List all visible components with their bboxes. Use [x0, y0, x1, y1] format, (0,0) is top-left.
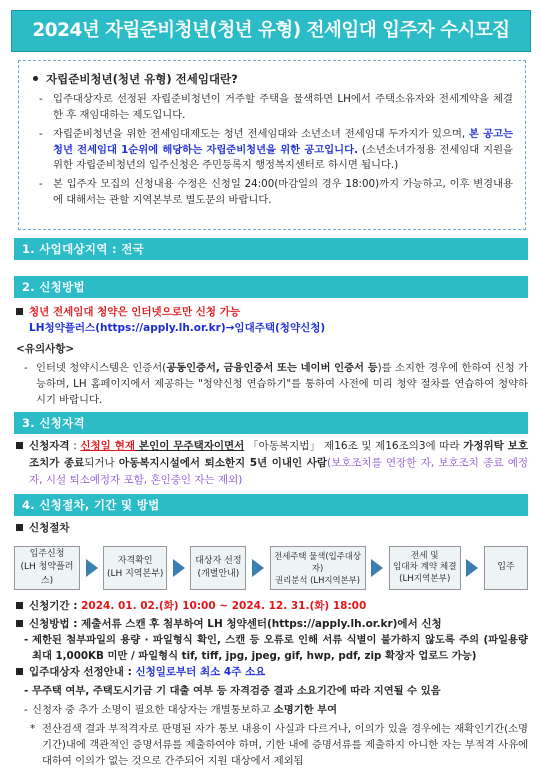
step-contract: 전세 및 임대차 계약 체결 (LH지역본부)	[389, 546, 461, 590]
square-bullet-icon	[16, 602, 23, 609]
period-block: 신청기간 : 2024. 01. 02.(화) 10:00 ~ 2024. 12. 31.(화) 18:00	[16, 598, 528, 614]
step-selection: 대상자 선정 (개별안내)	[190, 546, 246, 590]
section-procedure: 4. 신청절차, 기간 및 방법	[14, 494, 528, 516]
notify-item-2: - 신청자 중 추가 소명이 필요한 대상자는 개별통보하고 소명기한 부여	[16, 703, 528, 719]
square-bullet-icon	[16, 524, 23, 531]
intro-item-3: - 본 입주자 모집의 신청내용 수정은 신청일 24:00(마감일의 경우 18:00)까지 가능하고, 이후 변경내용에 대해서는 관할 지역본부로 별도문의 바랍니다.	[31, 177, 513, 209]
page-title: 2024년 자립준비청년(청년 유형) 전세임대 입주자 수시모집	[32, 19, 510, 41]
notify-item-3: * 전산검색 결과 부적격자로 판명된 자가 통보 내용이 사실과 다르거나, 이의가 있을 경우에는 재확인기간(소명기간)내에 객관적인 증명서류를 제출하여야 하며, 기한 내에 증명서류를 제출하지 아니한 자는 부적격 사유에 대하여 이의가 없는 것으로 간주되어 지원 대상에서 제외됨	[30, 723, 528, 768]
qualification-text: 신청자격 : 신청일 현재 본인이 무주택자이면서 「아동복지법」 제16조 및 제16조의3에 따라 가정위탁 보호조치가 종료되거나 아동복지시설에서 퇴소한지 5년 이내인 사람(보호조치를 연장한 자, 보호조치 종료 예정자, 시설 퇴소예정자 포함, 혼인중인 자는 제외)	[16, 438, 528, 488]
arrow-right-icon	[371, 559, 383, 577]
notify-block: 입주대상자 선정안내 : 신청일로부터 최소 4주 소요 - 무주택 여부, 주택도시기금 기 대출 여부 등 자격검증 결과 소요기간에 따라 지연될 수 있음 - 신청자 중 추가 소명이 필요한 대상자는 개별통보하고 소명기한 부여 * 전산검색 결과 부적격자로 판명된 자가 통보 내용이 사실과 다르거나, 이의가 있을 경우에는 재확인기간(소명기간)내에 객관적인 증명서류를 제출하여야 하며, 기한 내에 증명서류를 제출하지 아니한 자는 부적격 사유에 대하여 이의가 없는 것으로 간주되어 지원 대상에서 제외됨	[16, 664, 528, 770]
method-block	[16, 304, 528, 412]
qualification-block	[16, 438, 528, 488]
intro-item-2: - 자립준비청년을 위한 전세임대제도는 청년 전세임대와 소년소녀 전세임대 두가지가 있으며, 본 공고는 청년 전세임대 1순위에 해당하는 자립준비청년을 위한 공고입니다. (소년소녀가정용 전세임대 지원을 위한 자립준비청년의 입주신청은 주민등록지 행정복지센터로 하시면 됩니다.)	[31, 127, 513, 175]
square-bullet-icon	[16, 442, 23, 449]
section-target-area: 1. 사업대상지역 : 전국	[14, 238, 528, 260]
square-bullet-icon	[16, 668, 23, 675]
page-title-bar	[11, 10, 531, 52]
arrow-right-icon	[86, 559, 98, 577]
step-housing-search: 전세주택 물색(입주대상자) 권리분석 (LH지역본부)	[270, 546, 366, 590]
arrow-right-icon	[173, 559, 185, 577]
intro-item-1: - 입주대상자로 선정된 자립준비청년이 거주할 주택을 물색하면 LH에서 주택소유자와 전세계약을 체결한 후 재임대하는 제도입니다.	[31, 92, 513, 124]
arrow-right-icon	[466, 559, 478, 577]
square-bullet-icon	[16, 308, 23, 315]
howto-block: 신청방법 : 제출서류 스캔 후 첨부하여 LH 청약센터(https://apply.lh.or.kr)에서 신청 - 제한된 첨부파일의 용량 · 파일형식 확인, 스캔 등 오류로 인해 서류 식별이 불가하지 않도록 주의 (파일용량 최대 1,000KB 미만 / 파일형식 tif, tiff, jpg, jpeg, gif, hwp, pdf, zip 확장자 업로드 가능)	[16, 616, 528, 668]
intro-box	[18, 60, 526, 230]
step-apply: 입주신청 (LH 청약플러스)	[14, 546, 80, 590]
square-bullet-icon	[16, 620, 23, 627]
method-link[interactable]: LH청약플러스(https://apply.lh.or.kr)→임대주택(청약신청)	[29, 322, 326, 335]
section-qualification: 3. 신청자격	[14, 412, 528, 434]
step-verify: 자격확인 (LH 지역본부)	[103, 546, 167, 590]
howto-caution: - 제한된 첨부파일의 용량 · 파일형식 확인, 스캔 등 오류로 인해 서류 식별이 불가하지 않도록 주의 (파일용량 최대 1,000KB 미만 / 파일형식 tif, tiff, jpg, jpeg, gif, hwp, pdf, zip 확장자 업로드 가능)	[16, 633, 528, 665]
notice-heading: <유의사항>	[16, 342, 75, 355]
notice-text: - 인터넷 청약시스템은 인증서(공동인증서, 금융인증서 또는 네이버 인증서 등)를 소지한 경우에 한하여 신청 가능하며, LH 홈페이지에서 제공하는 "청약신청 연습하기"를 통하여 사전에 미리 청약 절차를 연습하여 청약하시기 바랍니다.	[16, 361, 528, 409]
section-method: 2. 신청방법	[14, 276, 528, 298]
method-line-1: 청년 전세임대 청약은 인터넷으로만 신청 가능	[16, 304, 528, 320]
notify-item-1: - 무주택 여부, 주택도시기금 기 대출 여부 등 자격검증 결과 소요기간에 따라 지연될 수 있음	[16, 684, 528, 700]
step-move-in: 입주	[484, 546, 528, 590]
bullet-icon	[33, 76, 38, 81]
asterisk-icon: *	[30, 723, 36, 736]
arrow-right-icon	[252, 559, 264, 577]
procedure-label: 신청절차	[16, 520, 528, 536]
procedure-flow	[14, 544, 528, 592]
intro-heading: 자립준비청년(청년 유형) 전세임대란?	[31, 71, 513, 88]
